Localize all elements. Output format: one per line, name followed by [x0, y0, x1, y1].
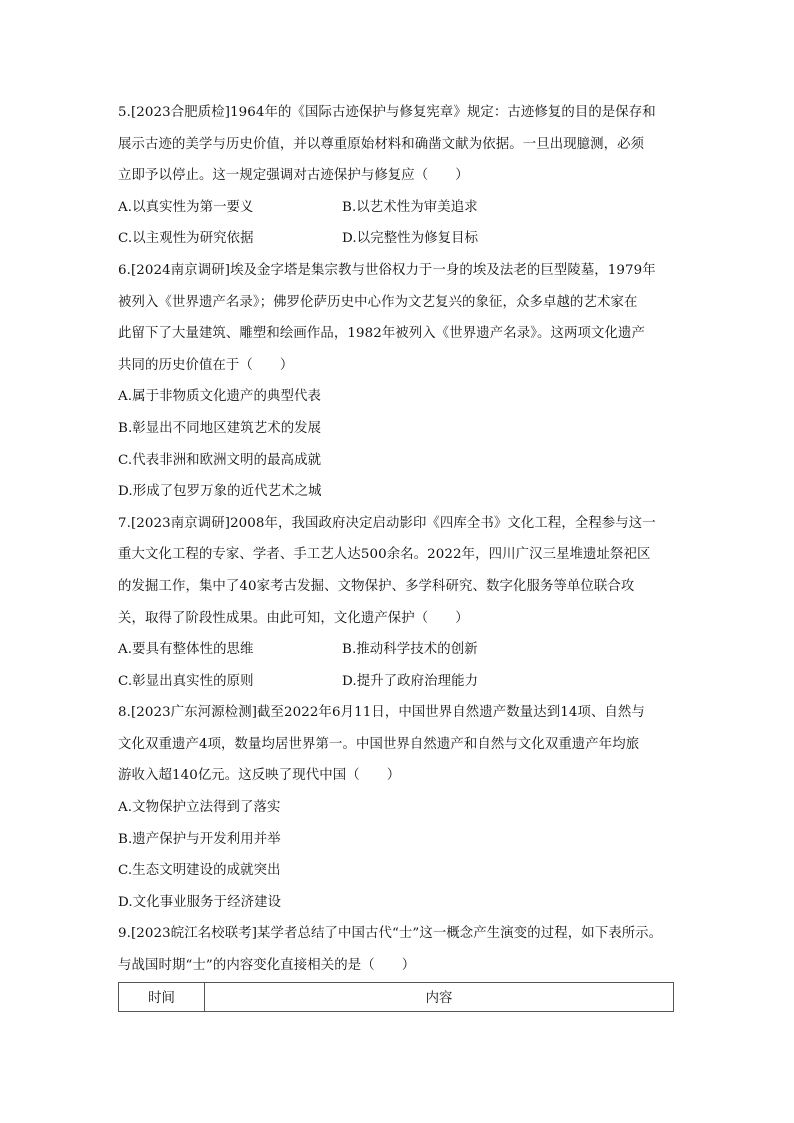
question-text-line: 5.[2023合肥质检]1964年的《国际古迹保护与修复宪章》规定：古迹修复的目的是保存和: [118, 105, 656, 120]
question-5: [118, 97, 678, 255]
option-a[interactable]: A.要具有整体性的思维: [118, 642, 254, 658]
option-b[interactable]: B.彰显出不同地区建筑艺术的发展: [118, 420, 322, 436]
question-text-line: 7.[2023南京调研]2008年，我国政府决定启动影印《四库全书》文化工程，全程参与这一: [118, 515, 656, 531]
option-a[interactable]: A.文物保护立法得到了落实: [118, 800, 281, 816]
question-text-line: 共同的历史价值在于（ ）: [118, 357, 294, 373]
option-d[interactable]: D.形成了包罗万象的近代艺术之城: [118, 484, 322, 500]
option-row: [118, 192, 678, 224]
option-d[interactable]: D.以完整性为修复目标: [342, 231, 479, 247]
option-c[interactable]: C.生态文明建设的成就突出: [118, 863, 281, 879]
option-b[interactable]: B.推动科学技术的创新: [342, 642, 478, 658]
question-text-line: 8.[2023广东河源检测]截至2022年6月11日，中国世界自然遗产数量达到14项、自然与: [118, 705, 645, 721]
exam-page: [118, 97, 678, 1012]
option-row: [118, 666, 678, 698]
question-text-line: 的发掘工作，集中了40家考古发掘、文物保护、多学科研究、数字化服务等单位联合攻: [118, 578, 635, 594]
question-text-line: 文化双重遗产4项，数量均居世界第一。中国世界自然遗产和自然与文化双重遗产年均旅: [118, 736, 640, 752]
question-text-line: 立即予以停止。这一规定强调对古迹保护与修复应（ ）: [118, 168, 469, 184]
option-a[interactable]: A.属于非物质文化遗产的典型代表: [118, 389, 321, 405]
table-header-content: 内容: [205, 982, 674, 1011]
table-header-row: [119, 982, 674, 1011]
question-9: [118, 918, 678, 1011]
option-c[interactable]: C.以主观性为研究依据: [118, 231, 254, 247]
question-text-line: 此留下了大量建筑、雕塑和绘画作品，1982年被列入《世界遗产名录》。这两项文化遗产: [118, 326, 645, 342]
question-text-line: 9.[2023皖江名校联考]某学者总结了中国古代“士”这一概念产生演变的过程，如下表所示。: [118, 926, 663, 942]
shi-evolution-table: [118, 982, 674, 1012]
option-b[interactable]: B.遗产保护与开发利用并举: [118, 831, 281, 847]
question-text-line: 关，取得了阶段性成果。由此可知，文化遗产保护（ ）: [118, 610, 469, 626]
question-7: [118, 508, 678, 698]
table-header-time: 时间: [119, 982, 205, 1011]
question-6: [118, 255, 678, 508]
question-text-line: 与战国时期“士”的内容变化直接相关的是（ ）: [118, 958, 416, 974]
option-row: [118, 634, 678, 666]
option-b[interactable]: B.以艺术性为审美追求: [342, 199, 478, 215]
option-a[interactable]: A.以真实性为第一要义: [118, 199, 254, 215]
question-text-line: 被列入《世界遗产名录》；佛罗伦萨历史中心作为文艺复兴的象征，众多卓越的艺术家在: [118, 294, 638, 310]
question-text-line: 重大文化工程的专家、学者、手工艺人达500余名。2022年，四川广汉三星堆遗址祭祀区: [118, 547, 651, 563]
option-d[interactable]: D.文化事业服务于经济建设: [118, 894, 282, 910]
option-c[interactable]: C.彰显出真实性的原则: [118, 673, 254, 689]
option-row: [118, 223, 678, 255]
question-text-line: 展示古迹的美学与历史价值，并以尊重原始材料和确凿文献为依据。一旦出现臆测，必须: [118, 136, 645, 152]
option-d[interactable]: D.提升了政府治理能力: [342, 673, 479, 689]
question-8: [118, 697, 678, 918]
option-c[interactable]: C.代表非洲和欧洲文明的最高成就: [118, 452, 322, 468]
question-text-line: 游收入超140亿元。这反映了现代中国（ ）: [118, 768, 401, 784]
question-text-line: 6.[2024南京调研]埃及金字塔是集宗教与世俗权力于一身的埃及法老的巨型陵墓，1979年: [118, 262, 656, 278]
